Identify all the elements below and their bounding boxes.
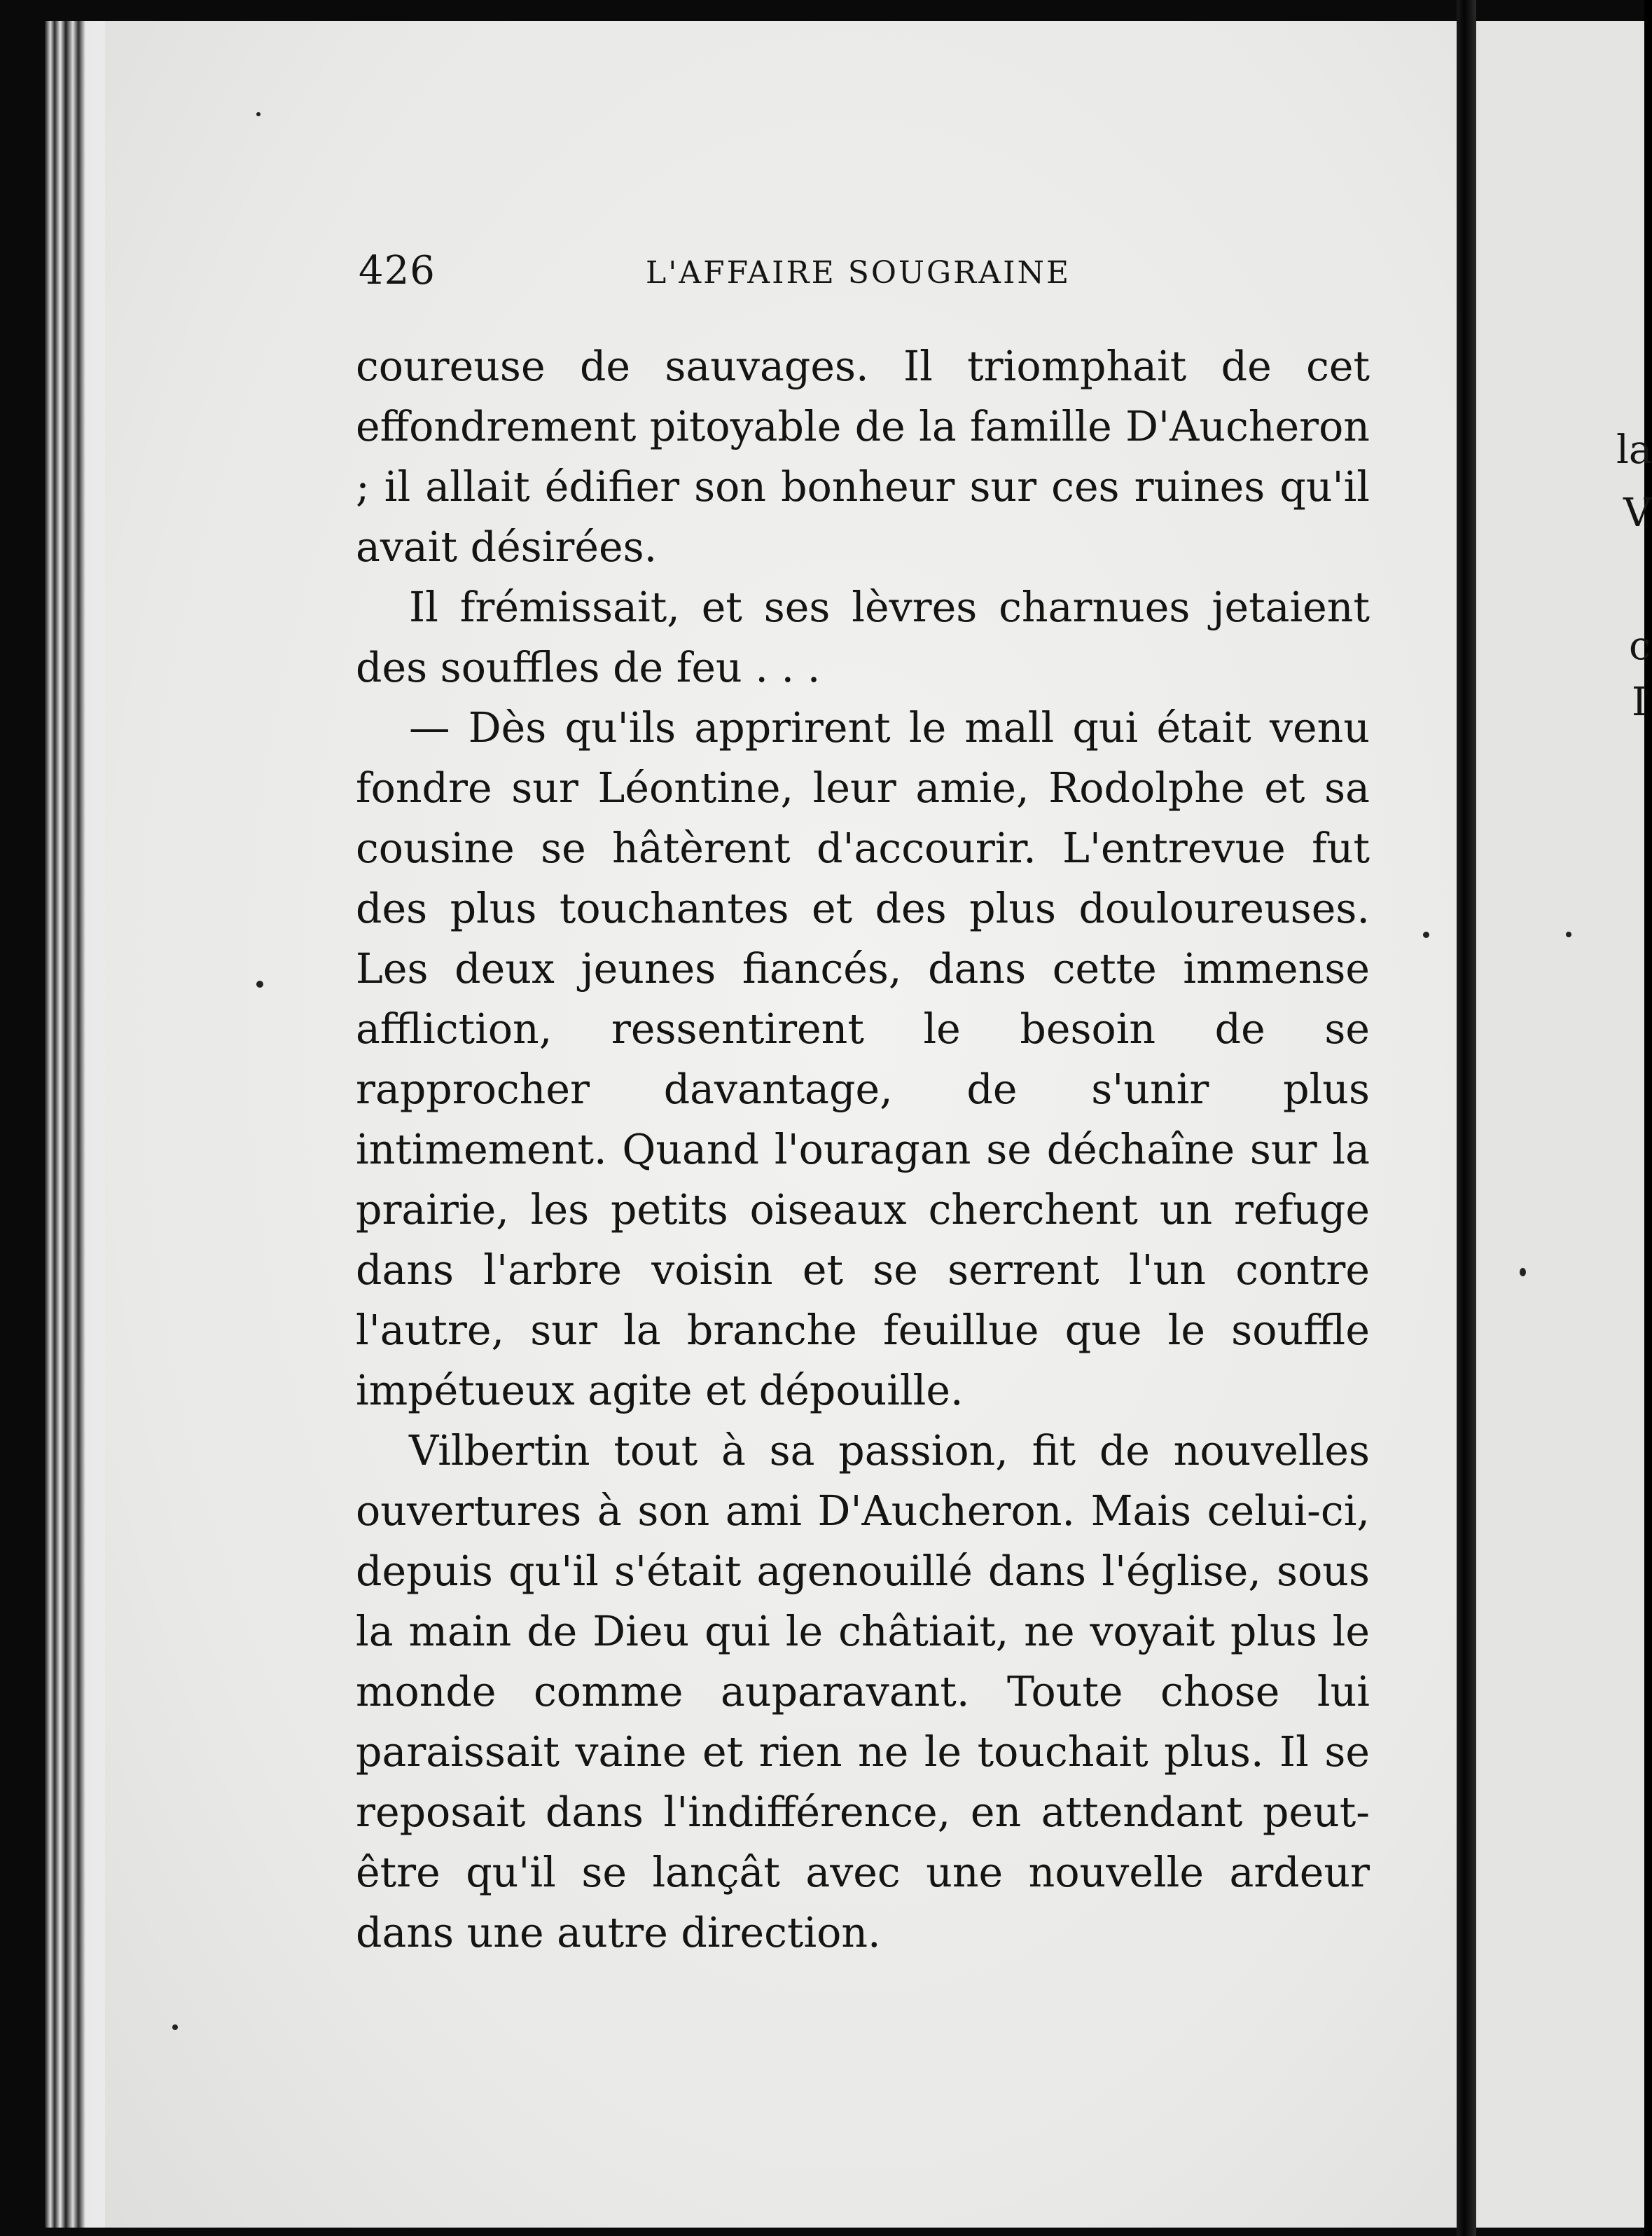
paragraph-3: — Dès qu'ils apprirent le mall qui était venu fondre sur Léontine, leur amie, Rodolphe et sa cousine se hâtèrent d'accourir. L'entrevue fut des plus touchantes et des plus douloureuses. Les deux jeunes fiancés, dans cette immense affliction, ressentirent le besoin de se rapprocher davantage, de s'unir plus intimement. Quand l'ouragan se déchaîne sur la prairie, les petits oiseaux cherchent un refuge dans l'arbre voisin et se serrent l'un contre l'autre, sur la branche feuillue que le souffle impétueux agite et dépouille. bbox=[356, 704, 1370, 1414]
ink-speck bbox=[1520, 1268, 1526, 1276]
running-head bbox=[359, 248, 1367, 311]
facing-fragment-3: c bbox=[1629, 623, 1651, 669]
paragraph-1: coureuse de sauvages. Il triomphait de cet effondrement pitoyable de la famille D'Aucheron ; il allait édifier son bonheur sur ces ruines qu'il avait désirées. bbox=[356, 343, 1370, 571]
body-text bbox=[356, 336, 1370, 1963]
ink-speck bbox=[256, 981, 263, 988]
page-number: 426 bbox=[359, 248, 436, 294]
ink-speck bbox=[172, 2024, 178, 2030]
facing-fragment-1: la bbox=[1616, 427, 1652, 473]
ink-speck bbox=[256, 112, 261, 116]
paragraph-4: Vilbertin tout à sa passion, fit de nouvelles ouvertures à son ami D'Aucheron. Mais celui-ci, depuis qu'il s'était agenouillé dans l'église, sous la main de Dieu qui le châtiait, ne voyait plus le monde comme auparavant. Toute chose lui paraissait vaine et rien ne le touchait plus. Il se reposait dans l'indifférence, en attendant peut-être qu'il se lançât avec une nouvelle ardeur dans une autre direction. bbox=[356, 1427, 1370, 1956]
facing-page bbox=[1476, 21, 1652, 2228]
running-title: L'AFFAIRE SOUGRAINE bbox=[646, 255, 1071, 291]
facing-fragment-2: V bbox=[1623, 490, 1652, 536]
book-gutter bbox=[1457, 0, 1476, 2236]
ink-speck bbox=[1423, 932, 1429, 938]
paragraph-2: Il frémissait, et ses lèvres charnues jetaient des souffles de feu . . . bbox=[356, 584, 1370, 691]
facing-fragment-4: I bbox=[1632, 679, 1648, 725]
ink-speck bbox=[1566, 932, 1571, 937]
